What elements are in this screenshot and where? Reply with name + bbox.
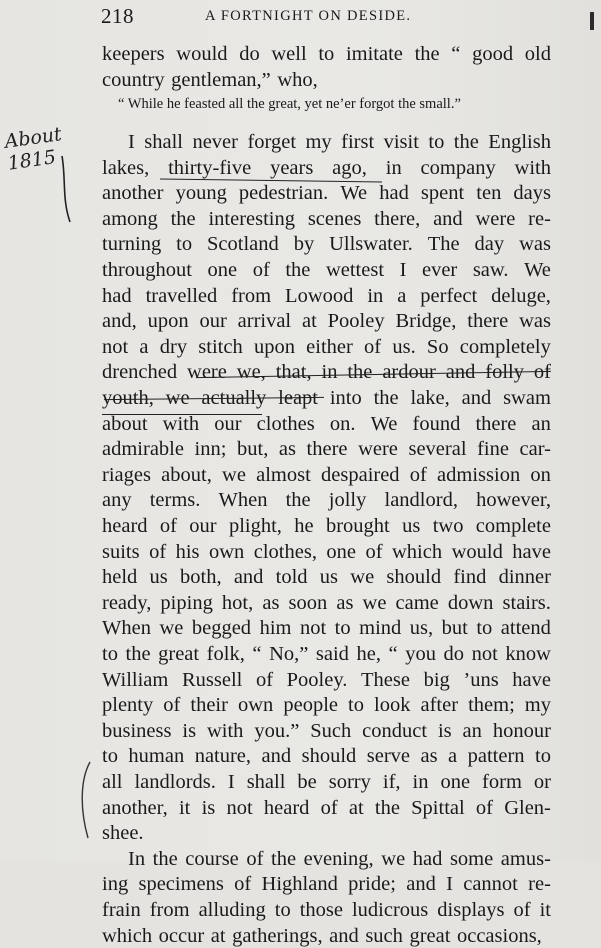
text-line: keepers would do well to imitate the “ good old [102, 43, 551, 65]
margin-mark [590, 12, 594, 30]
text-line: throughout one of the wettest I ever saw. We [102, 259, 551, 281]
text-line: any terms. When the jolly landlord, however, [102, 489, 551, 512]
text-line: and, upon our arrival at Pooley Bridge, there was [102, 310, 551, 333]
text-line: frain from alluding to those ludicrous displays of it [102, 899, 551, 921]
margin-bracket [76, 760, 96, 840]
text-line: which occur at gatherings, and such great occasions, [102, 924, 542, 947]
text-line: ready, piping hot, as soon as we came down stairs. [102, 591, 551, 614]
running-head: A FORTNIGHT ON DESIDE. [205, 8, 412, 24]
margin-note-stroke-svg [4, 124, 84, 234]
text-line: ing specimens of Highland pride; and I cannot re- [102, 873, 551, 896]
text-line: lakes, thirty-five years ago, in company with [102, 156, 551, 179]
margin-bracket-svg [76, 760, 96, 840]
text-line: shee. [102, 822, 144, 845]
epigraph-quote: “ While he feasted all the great, yet ne’er forgot the small.” [118, 96, 461, 112]
page-header [0, 4, 601, 28]
underline-admirable-inn [102, 414, 262, 415]
text-line: country gentleman,” who, [102, 68, 318, 91]
text-line: When we begged him not to mind us, but to attend [102, 617, 551, 640]
text-line: In the course of the evening, we had some amus- [128, 847, 551, 870]
margin-note-stroke [4, 124, 84, 234]
text-line: turning to Scotland by Ullswater. The day was [102, 233, 551, 256]
text-line: among the interesting scenes there, and were re- [102, 207, 551, 230]
text-line: heard of our plight, he brought us two complete [102, 515, 551, 537]
text-line: to the great folk, “ No,” said he, “ you do not know [102, 643, 551, 665]
text-line: another young pedestrian. We had spent ten days [102, 182, 551, 205]
text-line: not a dry stitch upon either of us. So completely [102, 335, 551, 358]
text-line: William Russell of Pooley. These big ’uns have [102, 668, 551, 691]
text-line: business is with you.” Such conduct is an honour [102, 719, 551, 742]
page-number: 218 [101, 4, 134, 28]
margin-note: About 1815 [3, 123, 63, 175]
text-line: all landlords. I shall be sorry if, in one form or [102, 771, 551, 793]
text-line: I shall never forget my first visit to the English [128, 131, 551, 153]
text-line: drenched were we, that, in the ardour and folly of [102, 361, 551, 384]
text-line: had travelled from Lowood in a perfect deluge, [102, 284, 551, 307]
text-line: admirable inn; but, as there were several fine car- [102, 438, 551, 461]
text-line: plenty of their own people to look after them; my [102, 694, 551, 717]
text-line: held us both, and told us we should find dinner [102, 566, 551, 589]
text-line: to human nature, and should serve as a pattern to [102, 745, 551, 768]
text-line: riages about, we almost despaired of admission on [102, 463, 551, 486]
text-line: another, it is not heard of at the Spittal of Glen- [102, 796, 551, 819]
text-line: about with our clothes on. We found there an [102, 412, 551, 435]
text-line: youth, we actually leapt into the lake, and swam [102, 387, 551, 409]
text-line: suits of his own clothes, one of which would have [102, 540, 551, 563]
